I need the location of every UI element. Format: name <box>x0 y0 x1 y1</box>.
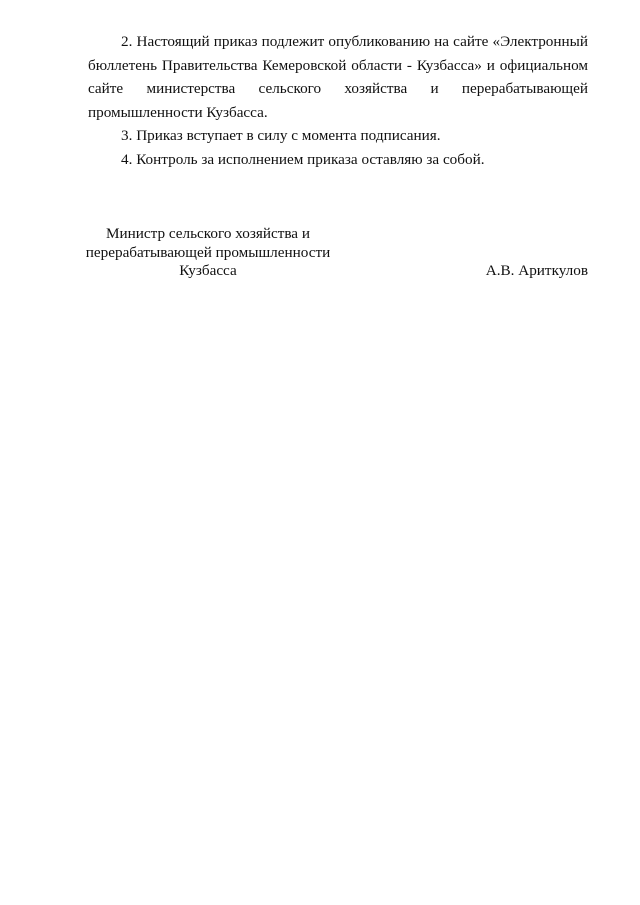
order-body <box>88 30 588 172</box>
paragraph-effective-date: 3. Приказ вступает в силу с момента подписания. <box>121 127 441 145</box>
signatory-title <box>84 225 332 281</box>
signatory-name: А.В. Ариткулов <box>485 262 588 279</box>
signatory-title-line-2: перерабатывающей промышленности <box>85 243 331 261</box>
signatory-title-line-3: Кузбасса <box>179 262 237 280</box>
paragraph-control: 4. Контроль за исполнением приказа оставляю за собой. <box>121 150 485 168</box>
signatory-title-line-1: Министр сельского хозяйства и <box>106 225 310 242</box>
paragraph-publication: 2. Настоящий приказ подлежит опубликованию на сайте «Электронный бюллетень Правительства Кемеровской области - Кузбасса» и официальном сайте министерства сельского хозяйства и перерабатывающей промышленности Кузбасса. <box>88 33 588 121</box>
